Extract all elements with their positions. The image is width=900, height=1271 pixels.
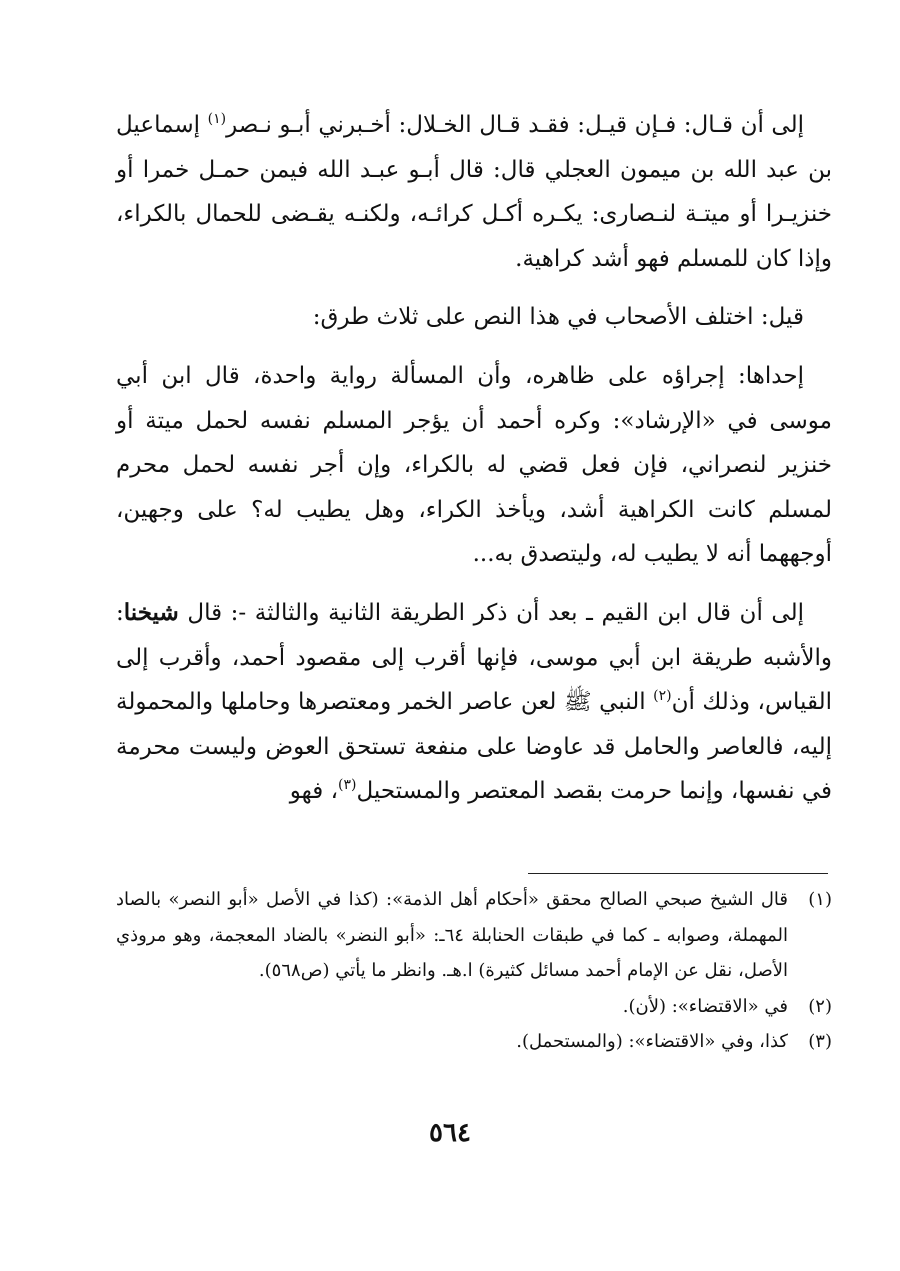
footnote-marker-1[interactable]: (١) (207, 111, 227, 127)
paragraph-1 (116, 103, 832, 281)
paragraph-3: إحداها: إجراؤه على ظاهره، وأن المسألة رواية واحدة، قال ابن أبي موسى في «الإرشاد»: وكره أحمد أن يؤجر المسلم نفسه لحمل ميتة أو خنزير لنصراني، فإن فعل قضي له بالكراء، وإن أجر نفسه لحمل محرم لمسلم كانت الكراهية أشد، ويأخذ الكراء، وهل يطيب له؟ على وجهين، أوجههما أنه لا يطيب له، وليتصدق به... (116, 362, 832, 568)
paragraph-4-text-2: النبي ﷺ لعن عاصر الخمر ومعتصرها وحاملها والمحمولة إليه، فالعاصر والحامل قد عاوضا على منفعة تستحق العوض وليست محرمة في نفسها، وإنما حرمت بقصد المعتصر والمستحيل (116, 689, 832, 805)
footnote-1-number: (١) (808, 889, 832, 910)
paragraph-4-bold-word: شيخنا (123, 598, 179, 626)
footnotes (116, 882, 832, 1060)
main-text (116, 103, 832, 814)
footnote-3-text: كذا، وفي «الاقتضاء»: (والمستحمل). (516, 1031, 788, 1052)
page-number: ٥٦٤ (429, 1118, 471, 1148)
footnote-3-number: (٣) (808, 1031, 832, 1052)
footnote-marker-3[interactable]: (٣) (338, 777, 357, 794)
footnote-2-number: (٢) (808, 995, 832, 1017)
footnote-3 (116, 1024, 832, 1060)
footnote-2 (116, 989, 832, 1025)
paragraph-1-rest: إسماعيل بن عبد الله بن ميمون العجلي قال: قال أبـو عبـد الله فيمن حمـل خمرا أو خنزيـرا أو ميتـة لنـصارى: يكـره أكـل كرائـه، ولكنـه يقـضى للحمال بالكراء، وإذا كان للمسلم فهو أشد كراهية. (116, 112, 832, 272)
paragraph-4-lead: إلى أن قال ابن القيم ـ بعد أن ذكر الطريقة الثانية والثالثة -: قال (178, 599, 804, 626)
footnote-1 (116, 882, 832, 989)
footnote-1-text: قال الشيخ صبحي الصالح محقق «أحكام أهل الذمة»: (كذا في الأصل «أبو النصر» بالصاد المهملة، وصوابه ـ كما في طبقات الحنابلة ٦٤ـ: «أبو النضر» بالضاد المعجمة، وهو مروذي الأصل، نقل عن الإمام أحمد مسائل كثيرة) ا.هـ. وانظر ما يأتي (ص٥٦٨). (116, 889, 788, 981)
paragraph-1-start: إلى أن قـال: فـإن قيـل: فقـد قـال الخـلال: أخـبرني أبـو نـصر (226, 112, 804, 138)
paragraph-4-text-3: ، فهو (289, 778, 338, 805)
paragraph-2: قيل: اختلف الأصحاب في هذا النص على ثلاث طرق: (312, 304, 804, 331)
footnote-marker-2[interactable]: (٢) (653, 688, 672, 705)
footnote-2-text: في «الاقتضاء»: (لأن). (622, 995, 788, 1017)
paragraph-4-text-1: : والأشبه طريقة ابن أبي موسى، فإنها أقرب إلى مقصود أحمد، وأقرب إلى القياس، وذلك أن (116, 599, 833, 716)
paragraph-4 (116, 591, 832, 814)
footnote-divider (528, 873, 828, 874)
